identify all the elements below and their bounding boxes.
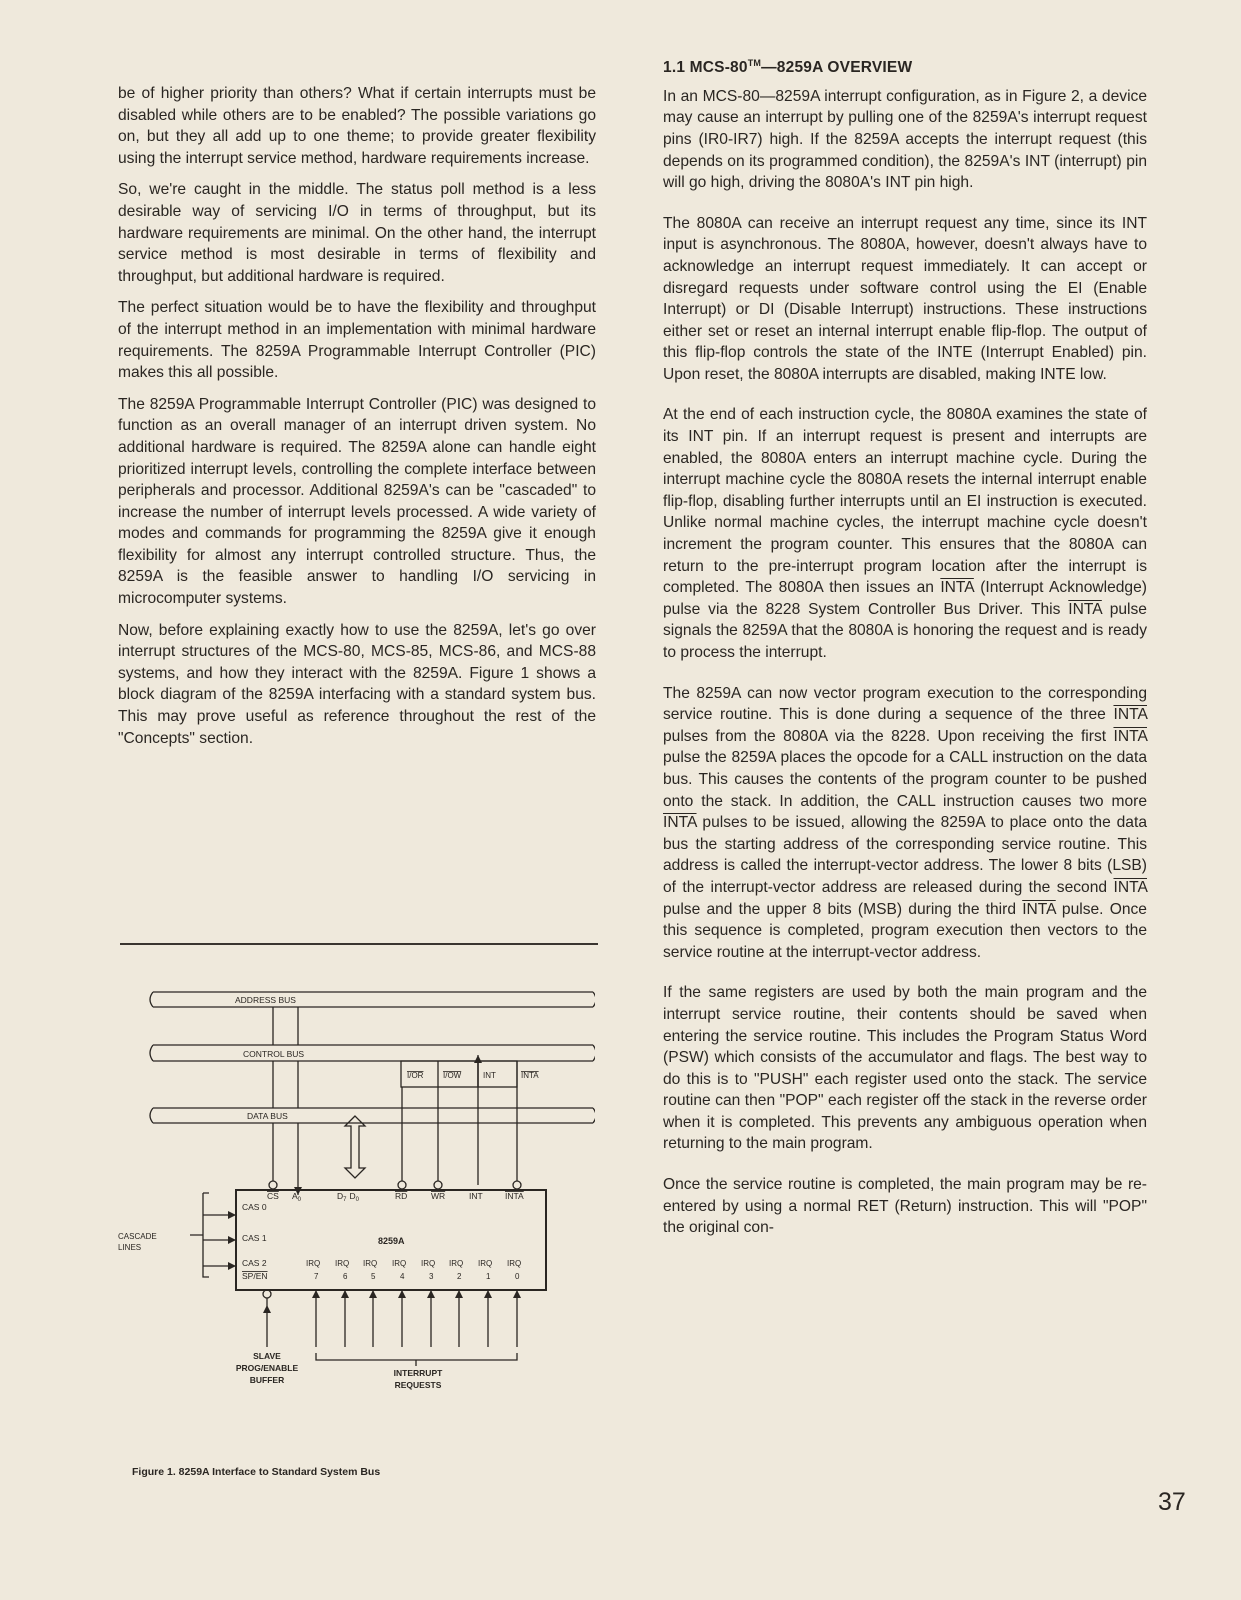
irq-labels: [306, 1259, 521, 1281]
left-column: [118, 83, 596, 759]
inta-signal: INTA: [1022, 900, 1056, 918]
left-paragraph-1: be of higher priority than others? What if certain interrupts must be disabled while others are to be enabled? The possible variations go on, but they all add up to one theme; to provide greater flexibility using the interrupt service method, hardware requirements increase.: [118, 85, 596, 167]
text-run: pulses from the 8080A via the 8228. Upon receiving the first: [663, 727, 1114, 745]
pin-sp-en: SP/EN: [242, 1271, 268, 1281]
text-run: (Interrupt Acknowledge) pulse via the 8228 System Controller Bus Driver. This: [663, 579, 1147, 618]
interrupt-requests-line2: REQUESTS: [394, 1380, 442, 1390]
pin-d7-d0: $D_7$ $D_0$: [337, 1191, 359, 1203]
pin-wr: WR: [431, 1191, 446, 1201]
irq-label: IRQ: [507, 1259, 522, 1268]
right-column: [663, 53, 1147, 1258]
inta-signal: INTA: [1113, 878, 1147, 896]
cascade-label-line1: CASCADE: [118, 1232, 157, 1241]
irq-number: 7: [314, 1272, 319, 1281]
left-paragraph-4: The 8259A Programmable Interrupt Controller (PIC) was designed to function as an overall manager of an interrupt driven system. No additional hardware is required. The 8259A alone can handle eight prioritized interrupt levels, controlling the complete interface between peripherals and processor. Additional 8259A's can be "cascaded" to increase the number of interrupt levels processed. A wide variety of modes and commands for programming the 8259A give it enough flexibility for almost any interrupt controlled structure. Thus, the 8259A is the feasible answer to handling I/O servicing in microcomputer systems.: [118, 395, 596, 608]
inta-signal: INTA: [1113, 727, 1147, 745]
right-paragraph-1: In an MCS-80—8259A interrupt configuration, as in Figure 2, a device may cause an interrupt by pulling one of the 8259A's interrupt request pins (IR0-IR7) high. If the 8259A accepts the interrupt request (this depends on its programmed condition), the 8259A's INT (interrupt) pin will go high, driving the 8080A's INT pin high.: [663, 87, 1147, 192]
data-bus-shape: [150, 1108, 595, 1123]
pin-cas2: CAS 2: [242, 1258, 267, 1268]
irq-label: IRQ: [363, 1259, 378, 1268]
right-paragraph-4: [663, 683, 1147, 964]
pin-cas0: CAS 0: [242, 1202, 267, 1212]
text-run: pulses to be issued, allowing the 8259A to place onto the data bus the starting address of the corresponding service routine. This address is called the interrupt-vector address. The lower 8 bits (LSB) of the interrupt-vector address are released during the second: [663, 814, 1147, 896]
figure-block-diagram: [115, 985, 595, 1410]
irq-label: IRQ: [449, 1259, 464, 1268]
signal-inta: INTA: [521, 1071, 539, 1080]
data-bus-arrow: [345, 1116, 365, 1178]
irq-number: 4: [400, 1272, 405, 1281]
control-bus-label: CONTROL BUS: [243, 1049, 305, 1059]
pin-cs: CS: [267, 1191, 279, 1201]
text-run: pulse signals the 8259A that the 8080A is honoring the request and is ready to process the interrupt.: [663, 600, 1147, 661]
irq-number: 6: [343, 1272, 348, 1281]
slave-label-line2: PROG/ENABLE: [235, 1363, 299, 1373]
text-run: pulse. Once this sequence is completed, program execution then vectors to the service routine at the interrupt-vector address.: [663, 900, 1147, 961]
inta-signal: INTA: [1068, 600, 1102, 618]
cascade-label-line2: LINES: [118, 1243, 142, 1252]
irq-number: 1: [486, 1272, 491, 1281]
pin-a0: $A_0$: [292, 1191, 302, 1203]
signal-iow: I/OW: [443, 1071, 462, 1080]
irq-number: 0: [515, 1272, 520, 1281]
pin-int: INT: [469, 1191, 483, 1201]
text-run: The 8259A can now vector program execution to the corresponding service routine. This is done during a sequence of the three: [663, 684, 1147, 724]
left-paragraph-2: So, we're caught in the middle. The status poll method is a less desirable way of servicing I/O in terms of throughput, but its hardware requirements are minimal. On the other hand, the interrupt service method is most desirable in terms of flexibility and throughput, but additional hardware is required.: [118, 181, 596, 285]
irq-number: 3: [429, 1272, 434, 1281]
section-heading: [663, 53, 1147, 79]
slave-label-line1: SLAVE: [253, 1351, 281, 1361]
irq-label: IRQ: [478, 1259, 493, 1268]
left-paragraph-3: The perfect situation would be to have the flexibility and throughput of the interrupt method in an implementation with minimal hardware requirements. The 8259A Programmable Interrupt Controller (PIC) makes this all possible.: [118, 299, 596, 382]
irq-label: IRQ: [335, 1259, 350, 1268]
address-bus-shape: [150, 992, 595, 1007]
left-paragraph-5: Now, before explaining exactly how to use the 8259A, let's go over interrupt structures of the MCS-80, MCS-85, MCS-86, and MCS-88 systems, and how they interact with the 8259A. Figure 1 shows a block diagram of the 8259A interfacing with a standard system bus. This may prove useful as reference throughout the rest of the "Concepts" section.: [118, 621, 596, 747]
irq-label: IRQ: [392, 1259, 407, 1268]
irq-label: IRQ: [306, 1259, 321, 1268]
signal-ior: I/OR: [407, 1071, 424, 1080]
heading-text-end: —8259A OVERVIEW: [761, 59, 913, 77]
heading-text: 1.1 MCS-80: [663, 59, 748, 77]
pin-rd: RD: [395, 1191, 408, 1201]
right-paragraph-3: [663, 404, 1147, 663]
signal-int: INT: [483, 1071, 496, 1080]
chip-name: 8259A: [378, 1236, 405, 1246]
figure-caption: Figure 1. 8259A Interface to Standard System Bus: [132, 1466, 381, 1478]
right-paragraph-6: Once the service routine is completed, the main program may be re-entered by using a normal RET (Return) instruction. This will "POP" the original con-: [663, 1176, 1147, 1237]
irq-number: 2: [457, 1272, 462, 1281]
figure-divider: [120, 943, 598, 945]
trademark-mark: TM: [747, 58, 762, 68]
address-bus-label: ADDRESS BUS: [235, 995, 296, 1005]
text-run: pulse and the upper 8 bits (MSB) during the third: [663, 900, 1023, 918]
pin-cas1: CAS 1: [242, 1233, 267, 1243]
slave-label-line3: BUFFER: [249, 1375, 285, 1385]
control-bus-shape: [150, 1045, 595, 1061]
page-number: 37: [1158, 1488, 1186, 1516]
right-paragraph-5: If the same registers are used by both the main program and the interrupt service routine, their contents should be saved when entering the service routine. This includes the Program Status Word (PSW) which consists of the accumulator and flags. The best way to do this is to "PUSH" each register used onto the stack. The service routine can then "POP" each register off the stack in the reverse order when it is completed. This prevents any ambiguous operation when returning to the main program.: [663, 984, 1147, 1153]
right-paragraph-2: The 8080A can receive an interrupt request any time, since its INT input is asynchronous. The 8080A, however, doesn't always have to acknowledge an interrupt request immediately. It can accept or disregard requests under software control using the EI (Enable Interrupt) or DI (Disable Interrupt) instructions. These instructions either set or reset an internal interrupt enable flip-flop. The output of this flip-flop controls the state of the INTE (Interrupt Enabled) pin. Upon reset, the 8080A interrupts are disabled, making INTE low.: [663, 214, 1147, 383]
text-run: pulse the 8259A places the opcode for a CALL instruction on the data bus. This causes the contents of the program counter to be pushed onto the stack. In addition, the CALL instruction causes two more: [663, 749, 1147, 810]
data-bus-label: DATA BUS: [247, 1111, 288, 1121]
text-run: At the end of each instruction cycle, the 8080A examines the state of its INT pin. If an interrupt request is present and interrupts are enabled, the 8080A enters an interrupt machine cycle. During the interrupt machine cycle the 8080A resets the internal interrupt enable flip-flop, disabling further interrupts until an EI instruction is executed. Unlike normal machine cycles, the interrupt machine cycle doesn't increment the program counter. This ensures that the 8080A can return to the pre-interrupt program location after the interrupt is completed. The 8080A then issues an: [663, 406, 1147, 597]
pin-inta: INTA: [505, 1191, 524, 1201]
interrupt-requests-line1: INTERRUPT: [393, 1368, 443, 1378]
inta-signal: INTA: [1113, 706, 1147, 724]
irq-number: 5: [371, 1272, 376, 1281]
irq-label: IRQ: [421, 1259, 436, 1268]
inta-signal: INTA: [940, 579, 974, 597]
inta-signal: INTA: [663, 814, 697, 832]
